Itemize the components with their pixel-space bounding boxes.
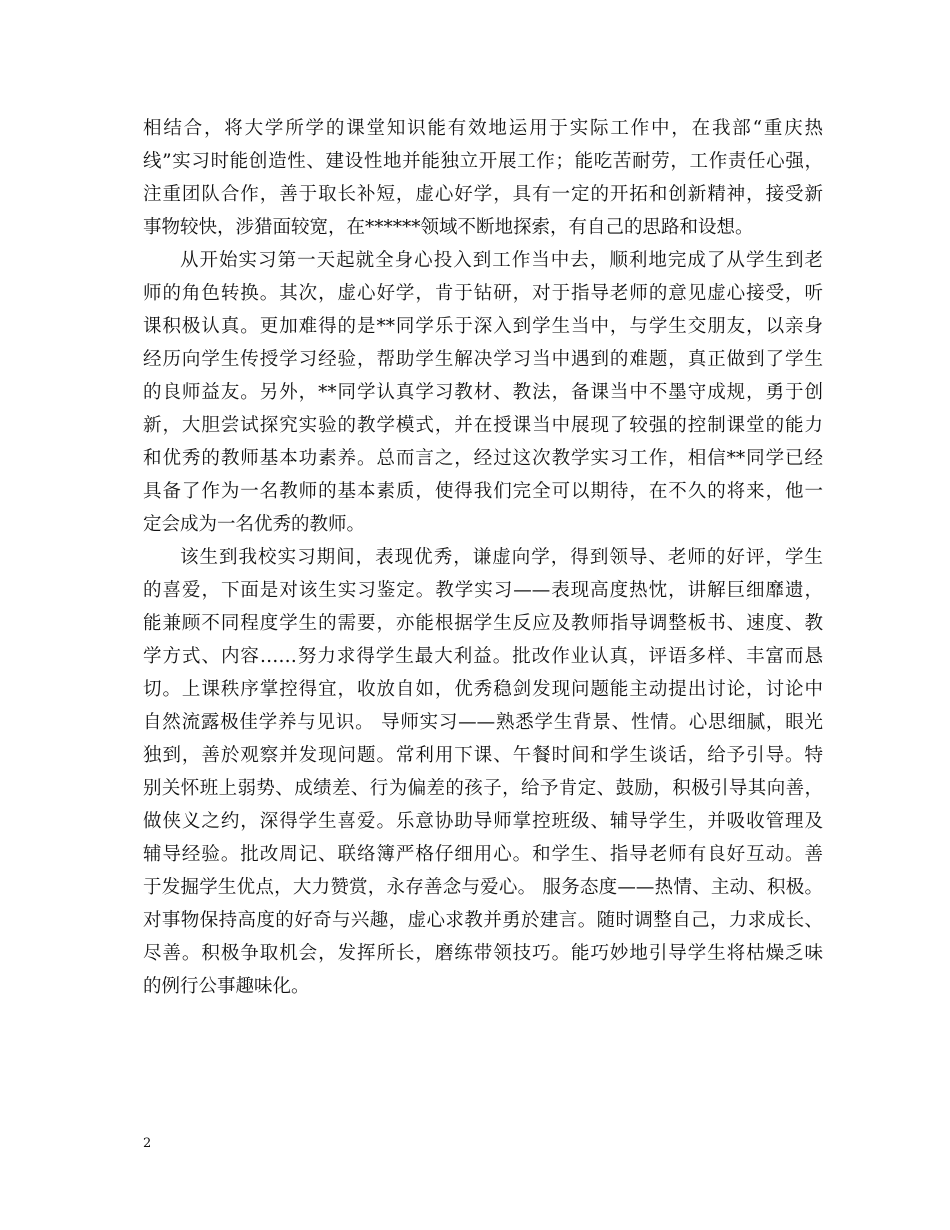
text-line: 能兼顾不同程度学生的需要，亦能根据学生反应及教师指导调整板书、速度、教 bbox=[143, 613, 823, 634]
text-line: 经历向学生传授学习经验，帮助学生解决学习当中遇到的难题，真正做到了学生 bbox=[143, 349, 823, 370]
text-line: 的喜爱，下面是对该生实习鉴定。教学实习——表现高度热忱，讲解巨细靡遗， bbox=[143, 580, 823, 601]
page-number: 2 bbox=[143, 1136, 152, 1151]
text-line: 于发掘学生优点，大力赞赏，永存善念与爱心。 服务态度——热情、主动、积极。 bbox=[143, 877, 823, 898]
text-line: 对事物保持高度的好奇与兴趣，虚心求教并勇於建言。随时调整自己，力求成长、 bbox=[143, 910, 823, 931]
text-line: 课积极认真。更加难得的是**同学乐于深入到学生当中，与学生交朋友，以亲身 bbox=[143, 316, 823, 337]
text-line: 相结合，将大学所学的课堂知识能有效地运用于实际工作中，在我部“重庆热 bbox=[143, 118, 823, 139]
text-line: 注重团队合作，善于取长补短，虚心好学，具有一定的开拓和创新精神，接受新 bbox=[143, 184, 823, 205]
text-line: 尽善。积极争取机会，发挥所长，磨练带领技巧。能巧妙地引导学生将枯燥乏味 bbox=[143, 943, 823, 964]
text-line: 师的角色转换。其次，虚心好学，肯于钻研，对于指导老师的意见虚心接受，听 bbox=[143, 283, 823, 304]
text-line: 从开始实习第一天起就全身心投入到工作当中去，顺利地完成了从学生到老 bbox=[180, 250, 823, 271]
text-line: 新，大胆尝试探究实验的教学模式，并在授课当中展现了较强的控制课堂的能力 bbox=[143, 415, 823, 436]
text-line: 学方式、内容……努力求得学生最大利益。批改作业认真，评语多样、丰富而恳 bbox=[143, 646, 823, 667]
document-body bbox=[143, 112, 823, 1003]
text-line: 辅导经验。批改周记、联络簿严格仔细用心。和学生、指导老师有良好互动。善 bbox=[143, 844, 823, 865]
text-line: 线”实习时能创造性、建设性地并能独立开展工作；能吃苦耐劳，工作责任心强， bbox=[143, 151, 823, 172]
text-line: 事物较快，涉猎面较宽，在******领域不断地探索，有自己的思路和设想。 bbox=[143, 217, 754, 238]
text-line: 做侠义之约，深得学生喜爱。乐意协助导师掌控班级、辅导学生，并吸收管理及 bbox=[143, 811, 823, 832]
text-line: 切。上课秩序掌控得宜，收放自如，优秀稳剑发现问题能主动提出讨论，讨论中 bbox=[143, 679, 823, 700]
text-line: 自然流露极佳学养与见识。 导师实习——熟悉学生背景、性情。心思细腻，眼光 bbox=[143, 712, 823, 733]
text-line: 该生到我校实习期间，表现优秀，谦虚向学，得到领导、老师的好评，学生 bbox=[180, 547, 823, 568]
text-line: 别关怀班上弱势、成绩差、行为偏差的孩子，给予肯定、鼓励，积极引导其向善， bbox=[143, 778, 823, 799]
text-line: 定会成为一名优秀的教师。 bbox=[143, 514, 366, 535]
text-line: 和优秀的教师基本功素养。总而言之，经过这次教学实习工作，相信**同学已经 bbox=[143, 448, 823, 469]
text-line: 独到，善於观察并发现问题。常利用下课、午餐时间和学生谈话，给予引导。特 bbox=[143, 745, 823, 766]
text-line: 具备了作为一名教师的基本素质，使得我们完全可以期待，在不久的将来，他一 bbox=[143, 481, 823, 502]
text-line: 的例行公事趣味化。 bbox=[143, 976, 310, 997]
text-line: 的良师益友。另外，**同学认真学习教材、教法，备课当中不墨守成规，勇于创 bbox=[143, 382, 823, 403]
